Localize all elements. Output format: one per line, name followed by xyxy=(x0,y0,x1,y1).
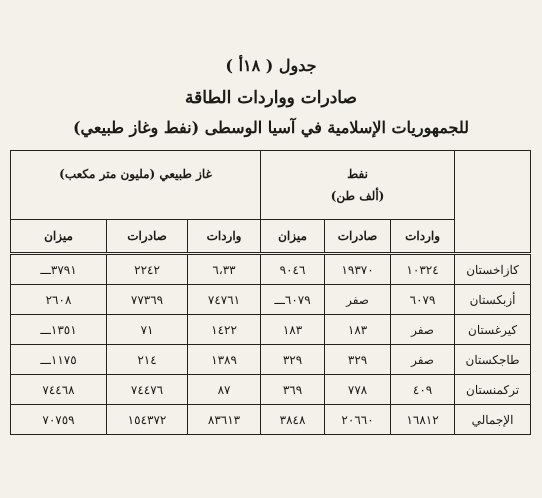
table-row xyxy=(11,285,531,315)
gas-balance-cell: ١١٧٥ـــ xyxy=(11,345,107,375)
gas-group-header: غاز طبيعي (مليون متر مكعب) xyxy=(11,151,261,220)
gas-balance-cell: ٣٧٩١ـــ xyxy=(11,254,107,285)
country-cell: تركمنستان xyxy=(455,375,531,405)
oil-exports-cell: صفر xyxy=(325,285,391,315)
oil-imports-cell: ١٦٨١٢ xyxy=(391,405,455,435)
oil-exports-cell: ٢٠٦٦٠ xyxy=(325,405,391,435)
oil-balance-cell: ٩٠٤٦ xyxy=(261,254,325,285)
oil-imports-cell: ٦٠٧٩ xyxy=(391,285,455,315)
gas-exports-cell: ٧٧٣٦٩ xyxy=(107,285,188,315)
gas-imports-cell: ٨٣٦١٣ xyxy=(188,405,261,435)
oil-imports-cell: صفر xyxy=(391,345,455,375)
oil-balance-header: ميزان xyxy=(261,220,325,254)
gas-exports-cell: ٧٤٤٧٦ xyxy=(107,375,188,405)
country-header-cell xyxy=(455,151,531,254)
gas-balance-cell: ٢٦٠٨ xyxy=(11,285,107,315)
country-cell: كيرغستان xyxy=(455,315,531,345)
oil-imports-cell: ٤٠٩ xyxy=(391,375,455,405)
country-cell: طاجكستان xyxy=(455,345,531,375)
energy-table xyxy=(10,150,531,435)
oil-exports-cell: ٣٢٩ xyxy=(325,345,391,375)
gas-exports-cell: ٧١ xyxy=(107,315,188,345)
table-number: جدول ( ١٨أ ) xyxy=(225,56,317,75)
gas-imports-header: واردات xyxy=(188,220,261,254)
oil-exports-header: صادرات xyxy=(325,220,391,254)
gas-exports-cell: ٢٢٤٢ xyxy=(107,254,188,285)
gas-balance-cell: ١٣٥١ـــ xyxy=(11,315,107,345)
oil-exports-cell: ١٩٣٧٠ xyxy=(325,254,391,285)
country-cell: كازاخستان xyxy=(455,254,531,285)
gas-balance-cell: ٧٠٧٥٩ xyxy=(11,405,107,435)
gas-imports-cell: ١٣٨٩ xyxy=(188,345,261,375)
oil-header-unit: (ألف طن) xyxy=(330,189,385,203)
oil-balance-cell: ١٨٣ xyxy=(261,315,325,345)
gas-balance-cell: ٧٤٤٦٨ xyxy=(11,375,107,405)
country-cell: أزبكستان xyxy=(455,285,531,315)
gas-balance-header: ميزان xyxy=(11,220,107,254)
table-row xyxy=(11,315,531,345)
oil-balance-cell: ٣٦٩ xyxy=(261,375,325,405)
oil-header-title: نفط xyxy=(347,167,368,181)
table-title: صادرات وواردات الطاقة xyxy=(185,88,357,108)
oil-exports-cell: ٧٧٨ xyxy=(325,375,391,405)
oil-balance-cell: ٦٠٧٩ـــ xyxy=(261,285,325,315)
table-row xyxy=(11,375,531,405)
oil-balance-cell: ٣٢٩ xyxy=(261,345,325,375)
table-row-total xyxy=(11,405,531,435)
gas-exports-header: صادرات xyxy=(107,220,188,254)
oil-imports-header: واردات xyxy=(391,220,455,254)
oil-imports-cell: ١٠٣٢٤ xyxy=(391,254,455,285)
oil-group-header xyxy=(261,151,455,220)
country-cell: الإجمالي xyxy=(455,405,531,435)
gas-imports-cell: ٧٤٧٦١ xyxy=(188,285,261,315)
gas-exports-cell: ١٥٤٣٧٢ xyxy=(107,405,188,435)
table-subtitle: للجمهوريات الإسلامية في آسيا الوسطى (نفط وغاز طبيعي) xyxy=(72,118,469,137)
gas-imports-cell: ١٤٢٢ xyxy=(188,315,261,345)
gas-imports-cell: ٨٧ xyxy=(188,375,261,405)
oil-exports-cell: ١٨٣ xyxy=(325,315,391,345)
table-row xyxy=(11,254,531,285)
table-row xyxy=(11,345,531,375)
oil-imports-cell: صفر xyxy=(391,315,455,345)
oil-balance-cell: ٣٨٤٨ xyxy=(261,405,325,435)
gas-exports-cell: ٢١٤ xyxy=(107,345,188,375)
gas-imports-cell: ٦،٣٣ xyxy=(188,254,261,285)
